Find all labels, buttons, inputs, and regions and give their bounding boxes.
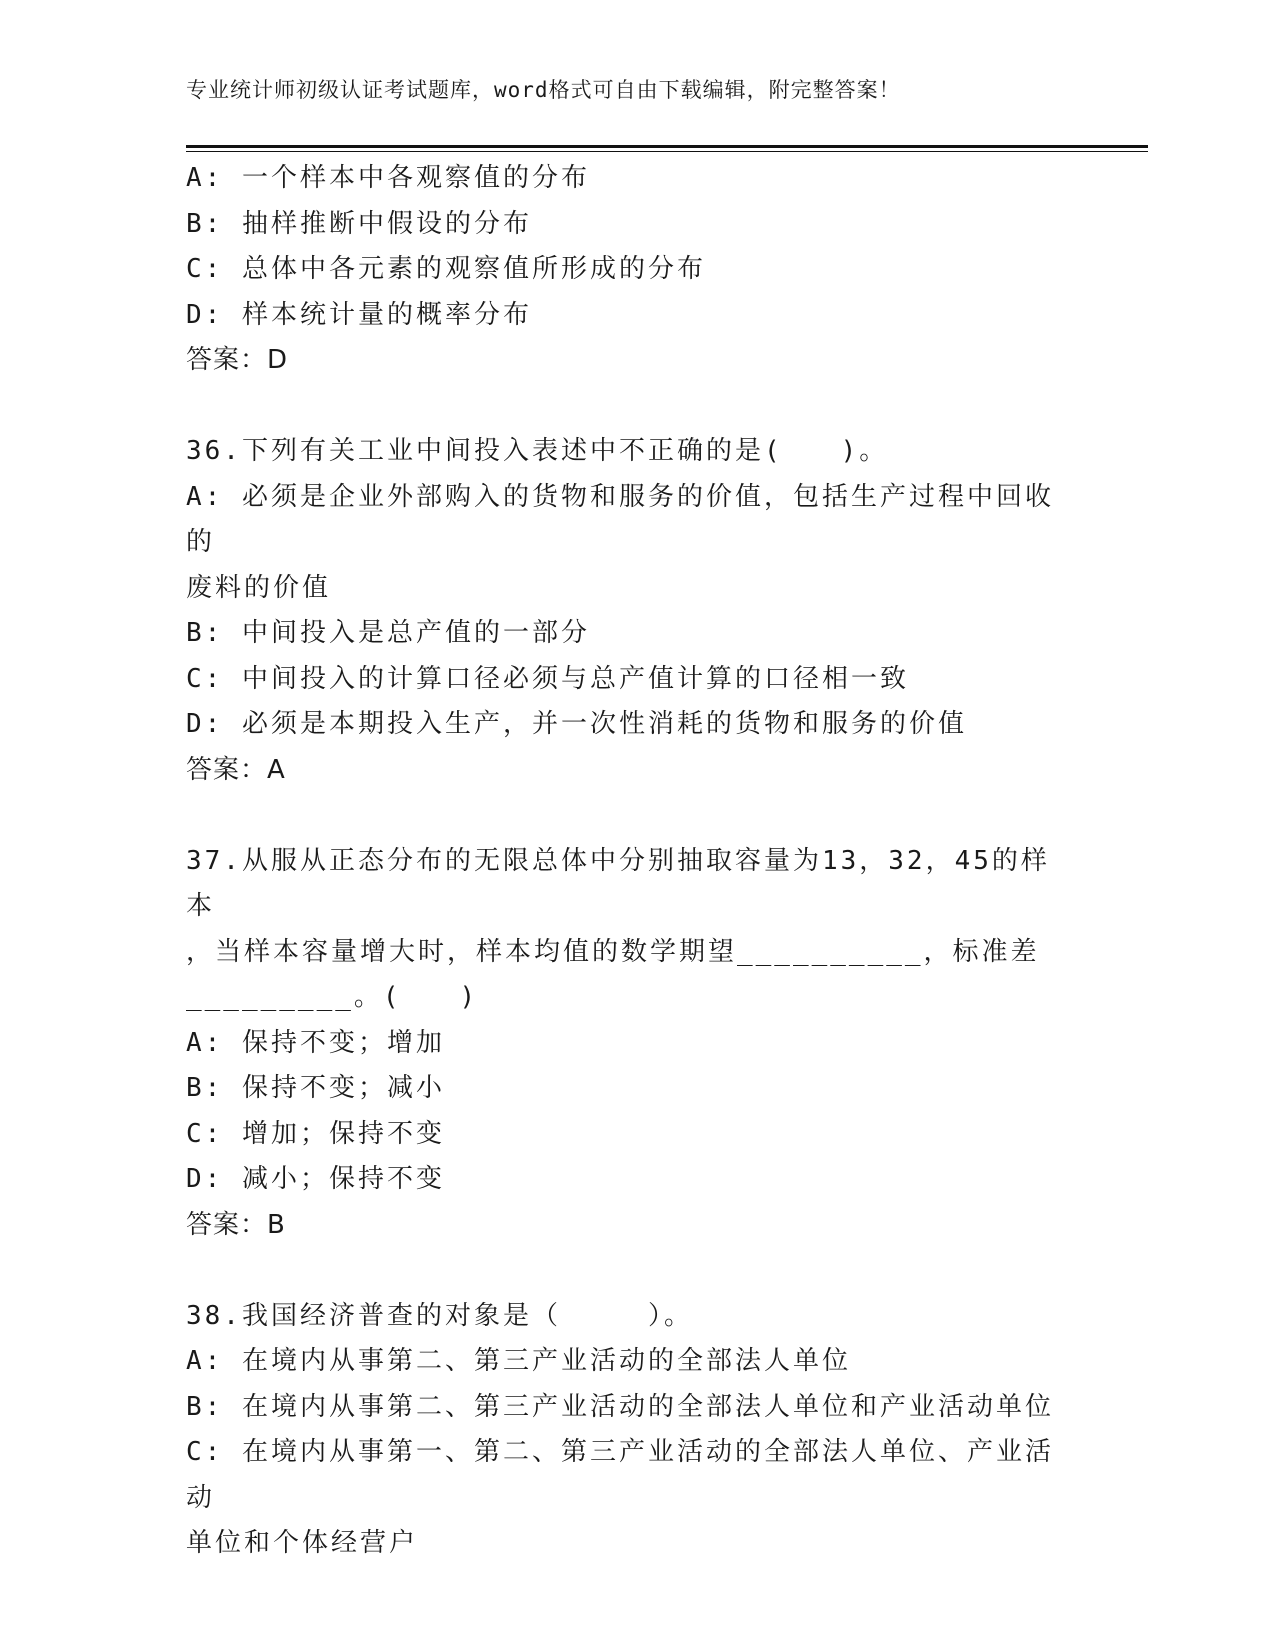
q37-option-d: D: 减小；保持不变 [186,1164,445,1194]
spacer [186,793,1076,839]
question-37-block [186,839,1076,1249]
q38-option-b: B: 在境内从事第二、第三产业活动的全部法人单位和产业活动单位 [186,1391,1054,1422]
q38-option-a: A: 在境内从事第二、第三产业活动的全部法人单位 [186,1346,851,1376]
header-rule-thick [186,145,1148,148]
q36-option-b: B: 中间投入是总产值的一部分 [186,618,590,648]
q38-stem: 38.我国经济普查的对象是（ ）。 [186,1300,693,1331]
q35-option-d: D: 样本统计量的概率分布 [186,299,532,330]
q35-answer: 答案：D [186,345,289,375]
q37-answer: 答案：B [186,1209,286,1240]
q37-stem-line-3: _________。( ) [186,982,479,1012]
spacer [186,1248,1076,1294]
q35-option-c: C: 总体中各元素的观察值所形成的分布 [186,254,706,284]
q36-option-a-cont: 废料的价值 [186,572,332,603]
question-38-block [186,1294,1076,1567]
q36-option-c: C: 中间投入的计算口径必须与总产值计算的口径相一致 [186,663,909,694]
q36-answer: 答案：A [186,754,286,785]
question-content [186,156,1076,1567]
document-header: 专业统计师初级认证考试题库，word格式可自由下载编辑，附完整答案！ [186,78,901,102]
q35-option-b: B: 抽样推断中假设的分布 [186,208,532,239]
q36-option-a: A: 必须是企业外部购入的货物和服务的价值，包括生产过程中回收的 [186,481,1054,557]
q35-option-a: A: 一个样本中各观察值的分布 [186,163,590,193]
q38-option-c: C: 在境内从事第一、第二、第三产业活动的全部法人单位、产业活动 [186,1437,1054,1513]
q36-stem: 36.下列有关工业中间投入表述中不正确的是( )。 [186,436,889,466]
q37-stem-line-1: 37.从服从正态分布的无限总体中分别抽取容量为13，32，45的样本 [186,845,1050,921]
q37-stem-line-2: ，当样本容量增大时，样本均值的数学期望__________，标准差 [186,936,1040,967]
q37-option-c: C: 增加；保持不变 [186,1118,445,1149]
spacer [186,384,1076,430]
question-35-block [186,156,1076,384]
header-rule-thin [186,151,1148,152]
q37-option-b: B: 保持不变；减小 [186,1073,445,1103]
q38-option-c-cont: 单位和个体经营户 [186,1528,419,1558]
q37-option-a: A: 保持不变；增加 [186,1027,445,1058]
question-36-block [186,429,1076,793]
q36-option-d: D: 必须是本期投入生产，并一次性消耗的货物和服务的价值 [186,709,967,739]
